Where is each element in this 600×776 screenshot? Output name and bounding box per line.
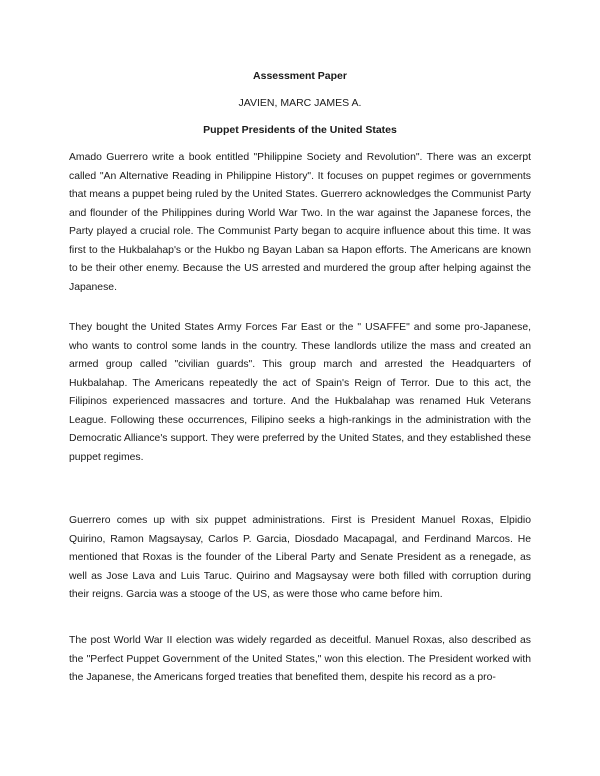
paragraph-4: The post World War II election was widely regarded as deceitful. Manuel Roxas, also described as the "Perfect Puppet Government of the United States," won this election. The President worked with the Japanese, the Americans forged treaties that benefited them, despite his record as a pro- bbox=[69, 635, 531, 683]
paragraph-3: Guerrero comes up with six puppet administrations. First is President Manuel Roxas, Elpidio Quirino, Ramon Magsaysay, Carlos P. Garcia, Diosdado Macapagal, and Ferdinand Marcos. He mentioned that Roxas is the founder of the Liberal Party and Senate President as a renegade, as well as Jose Lava and Luis Taruc. Quirino and Magsaysay were both filled with corruption during their reigns. Garcia was a stooge of the US, as were those who came before him. bbox=[69, 515, 531, 600]
paragraph-1: Amado Guerrero write a book entitled "Philippine Society and Revolution". There was an excerpt called "An Alternative Reading in Philippine History". It focuses on puppet regimes or governments that means a puppet being ruled by the United States. Guerrero acknowledges the Communist Party and flounder of the Philippines during World War Two. In the war against the Japanese forces, the Party played a crucial role. The Communist Party began to acquire influence about this time. It was first to the Hukbalahap's or the Hukbo ng Bayan Laban sa Hapon efforts. The Americans are known to be their other enemy. Because the US arrested and murdered the group after helping against the Japanese. bbox=[69, 152, 531, 293]
paragraph-2: They bought the United States Army Forces Far East or the " USAFFE" and some pro-Japanese, who wants to control some lands in the country. These landlords utilize the mass and created an armed group called "civilian guards". This group march and arrested the Headquarters of Hukbalahap. The Americans repeatedly the act of Spain's Reign of Terror. Due to this act, the Filipinos experienced massacres and torture. And the Hukbalahap was renamed Huk Veterans League. Following these occurrences, Filipino seeks a high-rankings in the administration with the Democratic Alliance's support. They were preferred by the United States, and they established these puppet regimes. bbox=[69, 322, 531, 463]
document-title: Assessment Paper bbox=[253, 70, 347, 82]
document-subtitle: Puppet Presidents of the United States bbox=[203, 124, 397, 136]
author-name: JAVIEN, MARC JAMES A. bbox=[238, 97, 362, 109]
